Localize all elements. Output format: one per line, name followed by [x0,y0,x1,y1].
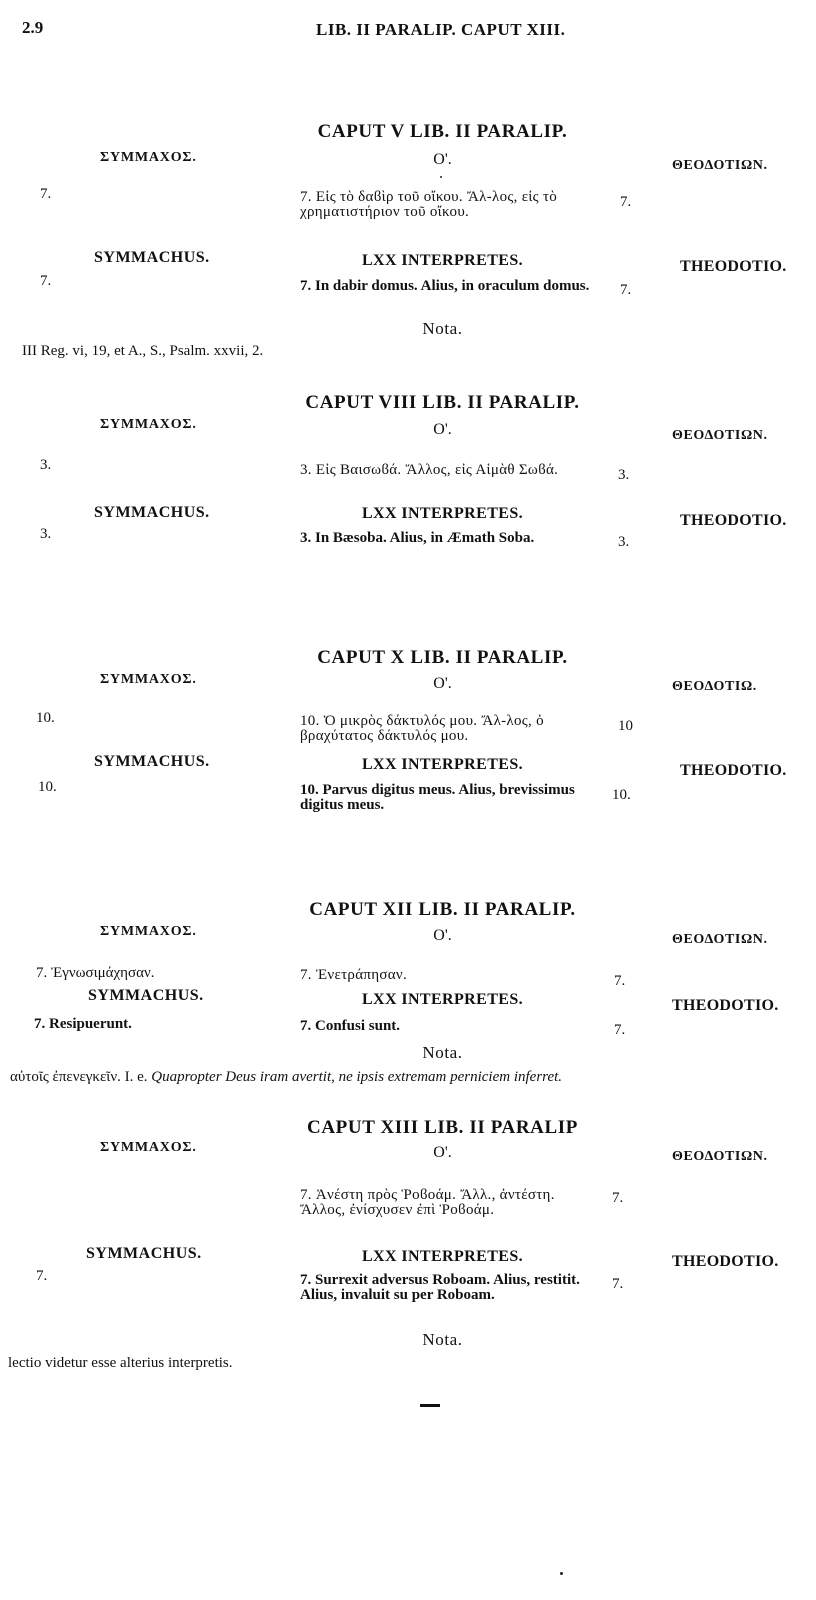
nota-heading: Nota. [422,1043,463,1062]
symmachus-latin-header: SYMMACHUS. [94,504,210,521]
verse-number: 7. [614,973,626,989]
symmachus-greek-header: ΣΥΜΜΑΧΟΣ. [100,150,197,165]
symmachus-latin-text: 7. Resipuerunt. [34,1016,132,1032]
verse-number: 10 [618,718,633,734]
footnote-italic: Quapropter Deus iram avertit, ne ipsis extremam perniciem inferret. [151,1069,563,1085]
lxx-latin-header: LXX INTERPRETES. [361,252,524,269]
symmachus-greek-header: ΣΥΜΜΑΧΟΣ. [100,672,197,687]
septuagint-latin-text: 7. Surrexit adversus Roboam. Alius, restitit. Alius, invaluit su per Roboam. [300,1272,580,1303]
verse-number: 7. [620,194,632,210]
septuagint-latin-text: 7. Confusi sunt. [300,1018,401,1034]
verse-number: 3. [618,534,630,550]
verse-number: 7. [612,1276,624,1292]
nota-heading: Nota. [422,319,463,338]
verse-number: 7. [36,1268,48,1284]
theodotion-greek-header: ΘΕΟΔΟΤΙΩΝ. [672,1149,768,1164]
symmachus-latin-header: SYMMACHUS. [86,1245,202,1262]
verse-number: 7. [620,282,632,298]
septuagint-greek-text: 7. Ἀνέστη πρὸς Ῥοϐοάμ. Ἄλλ., ἀντέστη. Ἄλλος, ἐνίσχυσεν ἐπὶ Ῥοϐοάμ. [300,1187,555,1218]
nota-heading: Nota. [422,1330,463,1349]
verse-number: 7. [614,1022,626,1038]
septuagint-latin-text: 3. In Bæsoba. Alius, in Æmath Soba. [300,530,535,546]
verse-number: 7. [612,1190,624,1206]
verse-number: 3. [40,457,52,473]
symmachus-greek-header: ΣΥΜΜΑΧΟΣ. [100,1140,197,1155]
verse-number: 10. [612,787,631,803]
print-speck [560,1572,563,1575]
section-title: CAPUT X LIB. II PARALIP. [317,647,568,668]
footnote-greek: αὐτοῖς ἐπενεγκεῖν. [10,1069,121,1085]
septuagint-greek-header: O'. [433,421,452,438]
section-title: CAPUT XIII LIB. II PARALIP [307,1117,578,1138]
septuagint-greek-header: O'. [433,1144,452,1161]
running-head: LIB. II PARALIP. CAPUT XIII. [316,20,566,39]
section-title: CAPUT XII LIB. II PARALIP. [309,899,576,920]
theodotion-greek-header: ΘΕΟΔΟΤΙΩΝ. [672,158,768,173]
septuagint-greek-header: O'. [433,675,452,692]
symmachus-latin-header: SYMMACHUS. [94,753,210,770]
footnote: lectio videtur esse alterius interpretis. [8,1355,233,1371]
verse-number: 7. [40,186,52,202]
footnote: III Reg. vi, 19, et A., S., Psalm. xxvii, 2. [22,343,264,359]
theodotion-greek-header: ΘΕΟΔΟΤΙΩ. [672,679,757,694]
verse-number: 3. [40,526,52,542]
verse-number: 3. [618,467,630,483]
septuagint-latin-text: 7. In dabir domus. Alius, in oraculum domus. [300,278,590,294]
septuagint-greek-text: 7. Ἐνετράπησαν. [300,967,408,983]
lxx-latin-header: LXX INTERPRETES. [361,1248,524,1265]
end-dash-ornament [420,1404,440,1407]
verse-number: 10. [38,779,57,795]
footnote [10,1069,562,1086]
symmachus-greek-text: 7. Ἐγνωσιμάχησαν. [36,965,155,981]
theodotio-latin-header: THEODOTIO. [680,762,787,779]
septuagint-greek-text: 3. Εἰς Βαισωϐά. Ἄλλος, εἰς Αἱμὰθ Σωϐά. [300,462,559,478]
symmachus-latin-header: SYMMACHUS. [88,987,204,1004]
section-title: CAPUT V LIB. II PARALIP. [317,121,568,142]
verse-number: 10. [36,710,55,726]
septuagint-latin-text: 10. Parvus digitus meus. Alius, brevissimus digitus meus. [300,782,575,813]
septuagint-greek-header: O'. [433,151,452,168]
theodotion-greek-header: ΘΕΟΔΟΤΙΩΝ. [672,932,768,947]
page-number: 2.9 [22,18,44,37]
theodotio-latin-header: THEODOTIO. [672,1253,779,1270]
septuagint-greek-text: 10. Ὁ μικρὸς δάκτυλός μου. Ἄλ-λος, ὁ βραχύτατος δάκτυλός μου. [300,713,544,744]
symmachus-greek-header: ΣΥΜΜΑΧΟΣ. [100,924,197,939]
symmachus-latin-header: SYMMACHUS. [94,249,210,266]
septuagint-greek-text: 7. Εἰς τὸ δαϐὶρ τοῦ οἴκου. Ἄλ-λος, εἰς τὸ χρηματιστήριον τοῦ οἴκου. [300,189,558,220]
septuagint-greek-header: O'. [433,927,452,944]
theodotion-greek-header: ΘΕΟΔΟΤΙΩΝ. [672,428,768,443]
symmachus-greek-header: ΣΥΜΜΑΧΟΣ. [100,417,197,432]
print-speck [440,176,442,178]
lxx-latin-header: LXX INTERPRETES. [361,991,524,1008]
theodotio-latin-header: THEODOTIO. [680,512,787,529]
verse-number: 7. [40,273,52,289]
lxx-latin-header: LXX INTERPRETES. [361,505,524,522]
section-title: CAPUT VIII LIB. II PARALIP. [305,392,580,413]
lxx-latin-header: LXX INTERPRETES. [361,756,524,773]
theodotio-latin-header: THEODOTIO. [680,258,787,275]
footnote-text: I. e. [124,1069,148,1085]
theodotio-latin-header: THEODOTIO. [672,997,779,1014]
